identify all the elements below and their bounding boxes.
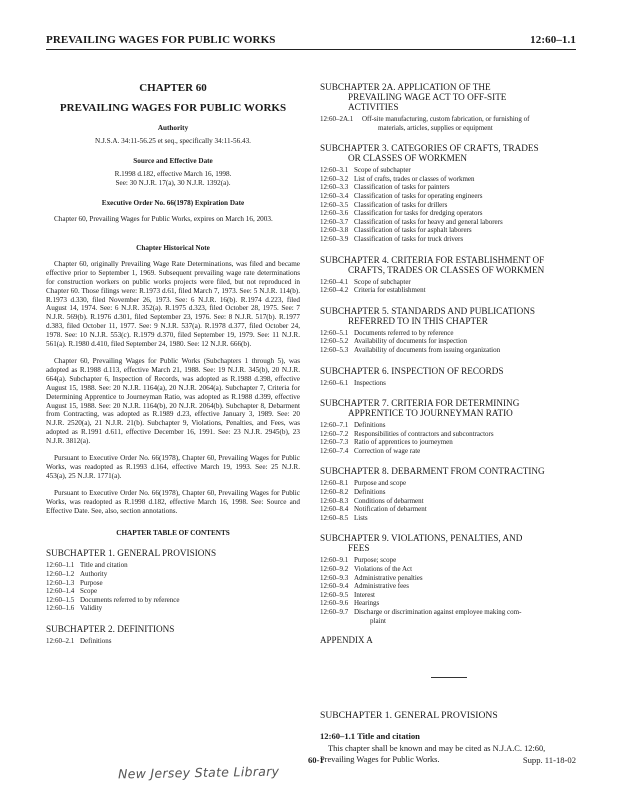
toc-code: 12:60–3.8 (320, 226, 349, 235)
toc-title: Classification of tasks for truck drivers (354, 234, 464, 243)
toc-title: Correction of wage rate (354, 446, 421, 455)
toc-entry[interactable] (320, 346, 578, 355)
toc-title: Responsibilities of contractors and subcontractors (354, 429, 494, 438)
toc-title: Ratio of apprentices to journeymen (354, 438, 453, 447)
toc-entry[interactable] (320, 421, 578, 430)
toc-title: Availability of documents for inspection (354, 337, 468, 346)
subchapter-8-heading: SUBCHAPTER 8. DEBARMENT FROM CONTRACTING (320, 466, 545, 477)
section-body-text: This chapter shall be known and may be cited as N.J.A.C. 12:60, Prevailing Wages for Public Works. (320, 744, 546, 764)
toc-title: Purpose; scope (354, 556, 397, 565)
historical-note-paragraph-2: Chapter 60, Prevailing Wages for Public Works (Subchapters 1 through 5), was adopted as R.1988 d.113, effective March 21, 1988. See: 19 N.J.R. 345(b), 20 N.J.R. 664(a). Subchapter 6, Inspection of Records, was adopted as R.1988 d.398, effective August 15, 1988. See: 20 N.J.R. 1164(a), 20 N.J.R. 2064(a). Subchapter 7, Criteria for Determining Apprentice to Journeyman Ratio, was adopted as R.1988 d.399, effective August 15, 1988. See: 20 N.J.R. 1164(b), 20 N.J.R. 2064(b). Subchapter 8, Debarment from Contracting, was adopted as R.1989 d.23, effective January 3, 1989. See: 20 N.J.R. 2520(a), 21 N.J.R. 21(b). Subchapter 9, Violations, Penalties, and Fees, was adopted as R.1991 d.611, effective December 16, 1991. See: 23 N.J.R. 2945(b), 23 N.J.R. 3812(a). (46, 356, 300, 446)
toc-entry[interactable] (46, 587, 300, 596)
toc-code: 12:60–3.1 (320, 166, 349, 175)
subchapter-9-heading (320, 533, 578, 553)
toc-code: 12:60–3.7 (320, 217, 349, 226)
toc-entry[interactable] (320, 591, 578, 600)
source-line-2: See: 30 N.J.R. 17(a), 30 N.J.R. 1392(a). (115, 179, 231, 187)
subchapter-2a-line-3: ACTIVITIES (348, 102, 399, 112)
toc-title: Scope of subchapter (354, 277, 411, 286)
toc-title: Classification for tasks for dredging operators (354, 209, 483, 218)
toc-title: Documents referred to by reference (354, 328, 454, 337)
toc-entry[interactable] (320, 608, 578, 625)
toc-entry[interactable] (320, 430, 578, 439)
toc-title: Classification of tasks for operating engineers (354, 191, 483, 200)
toc-entry[interactable] (320, 218, 578, 227)
toc-title: Administrative fees (354, 582, 410, 591)
subchapter-2-heading: SUBCHAPTER 2. DEFINITIONS (46, 624, 175, 635)
subchapter-5-line-2: REFERRED TO IN THIS CHAPTER (348, 315, 488, 326)
toc-code: 12:60–7.2 (320, 429, 349, 438)
toc-title: Authority (80, 570, 108, 579)
subchapter-7-line-1: SUBCHAPTER 7. CRITERIA FOR DETERMINING (320, 398, 520, 409)
toc-title: Purpose (80, 578, 103, 587)
toc-code: 12:60–7.3 (320, 438, 349, 447)
subchapter-1-list (46, 561, 300, 613)
toc-code: 12:60–6.1 (320, 378, 349, 387)
toc-title: Validity (80, 604, 103, 613)
toc-title: Notification of debarment (354, 505, 427, 514)
toc-title: Lists (354, 513, 368, 522)
toc-title-line: Off-site manufacturing, custom fabrication, or furnishing of (362, 115, 530, 123)
toc-title: Classification of tasks for drillers (354, 200, 448, 209)
subchapter-3-line-2: OR CLASSES OF WORKMEN (348, 153, 468, 164)
subchapter-3-heading (320, 143, 578, 163)
running-head-section: 12:60–1.1 (530, 34, 576, 46)
toc-code: 12:60–4.2 (320, 286, 349, 295)
executive-order-text: Chapter 60, Prevailing Wages for Public Works, expires on March 16, 2003. (54, 215, 273, 223)
toc-code: 12:60–3.6 (320, 209, 349, 218)
section-divider (431, 677, 467, 678)
authority-heading: Authority (157, 124, 189, 132)
toc-code: 12:60–9.7 (320, 608, 349, 616)
toc-title: Scope of subchapter (354, 166, 411, 175)
toc-entry[interactable] (320, 599, 578, 608)
toc-code: 12:60–5.3 (320, 345, 349, 354)
source-text (46, 170, 300, 188)
library-stamp: New Jersey State Library (117, 763, 280, 782)
subchapter-6-heading: SUBCHAPTER 6. INSPECTION OF RECORDS (320, 365, 504, 376)
toc-code: 12:60–3.3 (320, 183, 349, 192)
toc-title: List of crafts, trades or classes of workmen (354, 174, 475, 183)
subchapter-9-line-1: SUBCHAPTER 9. VIOLATIONS, PENALTIES, AND (320, 533, 523, 544)
toc-title: Definitions (354, 421, 386, 430)
toc-entry[interactable] (320, 479, 578, 488)
toc-entry[interactable] (320, 192, 578, 201)
toc-code: 12:60–5.1 (320, 328, 349, 337)
toc-title: Interest (354, 590, 375, 599)
toc-code: 12:60–9.1 (320, 556, 349, 565)
toc-code: 12:60–3.4 (320, 191, 349, 200)
toc-code: 12:60–1.5 (46, 595, 75, 604)
toc-title (362, 115, 578, 132)
toc-code: 12:60–3.2 (320, 174, 349, 183)
authority-text: N.J.S.A. 34:11-56.25 et seq., specifically 34:11-56.43. (95, 137, 251, 145)
subchapter-7-list (320, 421, 578, 455)
subchapter-2a-heading (320, 82, 578, 112)
toc-code: 12:60–1.1 (46, 561, 75, 570)
toc-code: 12:60–3.9 (320, 234, 349, 243)
toc-entry[interactable] (320, 514, 578, 523)
subchapter-2a-line-2: PREVAILING WAGE ACT TO OFF-SITE (348, 92, 507, 102)
subchapter-1-heading: SUBCHAPTER 1. GENERAL PROVISIONS (46, 548, 217, 559)
page-number: 60-1 (308, 755, 324, 765)
toc-entry[interactable] (320, 565, 578, 574)
toc-code: 12:60–1.4 (46, 587, 75, 596)
toc-entry[interactable] (320, 209, 578, 218)
toc-entry[interactable] (46, 596, 300, 605)
toc-title: Classification of tasks for painters (354, 183, 450, 192)
source-line-1: R.1998 d.182, effective March 16, 1998. (114, 170, 232, 178)
toc-entry[interactable] (46, 570, 300, 579)
toc-entry[interactable] (320, 505, 578, 514)
subchapter-6-list (320, 379, 578, 388)
toc-entry[interactable] (46, 604, 300, 613)
subchapter-4-line-2: CRAFTS, TRADES OR CLASSES OF WORKMEN (348, 264, 545, 275)
subchapter-2-list (46, 637, 300, 646)
toc-title: Criteria for establishment (354, 286, 426, 295)
toc-code: 12:60–8.2 (320, 488, 349, 497)
toc-title (354, 608, 578, 625)
subchapter-3-list (320, 166, 578, 243)
toc-title: Conditions of debarment (354, 496, 424, 505)
toc-title: Hearings (354, 599, 380, 608)
subchapter-7-heading (320, 398, 578, 418)
subchapter-8-list (320, 479, 578, 522)
toc-entry[interactable] (320, 574, 578, 583)
toc-code: 12:60–1.2 (46, 570, 75, 579)
toc-entry[interactable] (320, 556, 578, 565)
toc-entry[interactable] (46, 561, 300, 570)
toc-entry[interactable] (320, 115, 578, 132)
table-of-contents-heading: CHAPTER TABLE OF CONTENTS (116, 529, 230, 538)
toc-title: Inspections (354, 378, 386, 387)
page-footer (46, 755, 576, 785)
toc-entry[interactable] (320, 488, 578, 497)
subchapter-4-list (320, 278, 578, 295)
toc-code: 12:60–9.2 (320, 565, 349, 574)
toc-entry[interactable] (320, 278, 578, 287)
executive-order-heading: Executive Order No. 66(1978) Expiration Date (101, 199, 245, 207)
subchapter-5-list (320, 329, 578, 355)
toc-code: 12:60–2A.1 (320, 115, 354, 123)
subchapter-7-line-2: APPRENTICE TO JOURNEYMAN RATIO (348, 408, 513, 419)
toc-entry[interactable] (320, 175, 578, 184)
subchapter-2a-list (320, 115, 578, 132)
toc-code: 12:60–7.4 (320, 446, 349, 455)
toc-code: 12:60–9.6 (320, 599, 349, 608)
running-head-title: PREVAILING WAGES FOR PUBLIC WORKS (46, 34, 276, 46)
toc-code: 12:60–9.5 (320, 590, 349, 599)
toc-title: Purpose and scope (354, 479, 407, 488)
toc-code: 12:60–1.6 (46, 604, 75, 613)
toc-code: 12:60–2.1 (46, 637, 75, 646)
subchapter-5-heading (320, 306, 578, 326)
toc-title: Administrative penalties (354, 573, 423, 582)
toc-entry[interactable] (320, 379, 578, 388)
subchapter-4-line-1: SUBCHAPTER 4. CRITERIA FOR ESTABLISHMENT OF (320, 254, 545, 265)
subchapter-5-line-1: SUBCHAPTER 5. STANDARDS AND PUBLICATIONS (320, 305, 535, 316)
historical-note-paragraph-1: Chapter 60, originally Prevailing Wage Rate Determinations, was filed and became effective prior to September 1, 1969. Subsequent prevailing wage rate determinations for construction workers on public works projects were filed, but not reproduced in Chapter 60. Those filings were: R.1973 d.61, filed March 7, 1973. See: 5 N.J.R. 114(b). R.1973 d.330, filed November 26, 1973. See: 6 N.J.R. 16(b). R.1974 d.223, filed August 14, 1974. See: 6 N.J.R. 352(a). R.1975 d.323, filed October 28, 1975. See: 7 N.J.R. 569(b). R.1976 d.301, filed September 23, 1976. See: 8 N.J.R. 517(b). R.1977 d.383, filed October 11, 1977. See: 9 N.J.R. 537(a). R.1978 d.377, filed October 24, 1978. See: 10 N.J.R. 553(c). R.1979 d.370, filed September 19, 1979. See: 11 N.J.R. 561(a). R.1980 d.410, filed September 24, 1980. See: 12 N.J.R. 666(b). (46, 259, 300, 349)
toc-title-continuation: plaint (370, 616, 386, 625)
toc-title: Title and citation (80, 561, 128, 570)
running-head (46, 34, 576, 50)
supplement-date: Supp. 11-18-02 (522, 755, 576, 765)
toc-code: 12:60–7.1 (320, 421, 349, 430)
historical-note-heading: Chapter Historical Note (136, 243, 210, 252)
toc-title: Documents referred to by reference (80, 595, 180, 604)
subchapter-9-list (320, 556, 578, 625)
toc-code: 12:60–8.3 (320, 496, 349, 505)
toc-entry[interactable] (320, 201, 578, 210)
appendix-a-link[interactable]: APPENDIX A (320, 635, 373, 646)
subchapter-4-heading (320, 255, 578, 275)
section-heading: 12:60–1.1 Title and citation (320, 731, 420, 742)
source-heading: Source and Effective Date (133, 157, 213, 165)
toc-title: Classification of tasks for asphalt laborers (354, 226, 472, 235)
toc-entry[interactable] (320, 337, 578, 346)
subchapter-9-line-2: FEES (348, 543, 370, 554)
toc-entry[interactable] (320, 497, 578, 506)
toc-title: Availability of documents from issuing organization (354, 345, 501, 354)
toc-entry[interactable] (320, 329, 578, 338)
left-column (46, 82, 300, 646)
toc-code: 12:60–9.3 (320, 573, 349, 582)
toc-title: Definitions (80, 637, 112, 646)
subchapter-2a-line-1: SUBCHAPTER 2A. APPLICATION OF THE (320, 82, 491, 92)
toc-code: 12:60–8.5 (320, 513, 349, 522)
toc-entry[interactable] (320, 438, 578, 447)
toc-entry[interactable] (320, 226, 578, 235)
toc-entry[interactable] (320, 447, 578, 456)
toc-code: 12:60–1.3 (46, 578, 75, 587)
toc-code: 12:60–9.4 (320, 582, 349, 591)
toc-title: Scope (80, 587, 98, 596)
toc-entry[interactable] (320, 582, 578, 591)
toc-entry[interactable] (46, 579, 300, 588)
toc-entry[interactable] (320, 183, 578, 192)
historical-note-paragraph-3: Pursuant to Executive Order No. 66(1978), Chapter 60, Prevailing Wages for Public Works, was readopted as R.1993 d.164, effective March 19, 1993. See: 25 N.J.R. 453(a), 25 N.J.R. 1771(a). (46, 454, 300, 480)
toc-code: 12:60–8.4 (320, 505, 349, 514)
toc-code: 12:60–5.2 (320, 337, 349, 346)
toc-entry[interactable] (320, 286, 578, 295)
toc-title-continuation: materials, articles, supplies or equipment (378, 123, 493, 132)
chapter-number: CHAPTER 60 (139, 82, 207, 94)
toc-title-line: Discharge or discrimination against employee making com- (354, 608, 522, 616)
toc-entry[interactable] (46, 637, 300, 646)
historical-note-paragraph-4: Pursuant to Executive Order No. 66(1978), Chapter 60, Prevailing Wages for Public Works, was readopted as R.1998 d.182, effective March 16, 1998. See: Source and Effective Date. See, also, section annotations. (46, 488, 300, 515)
subchapter-3-line-1: SUBCHAPTER 3. CATEGORIES OF CRAFTS, TRADES (320, 143, 539, 154)
right-column (320, 82, 578, 765)
toc-code: 12:60–8.1 (320, 479, 349, 488)
toc-code: 12:60–3.5 (320, 200, 349, 209)
toc-entry[interactable] (320, 235, 578, 244)
toc-code: 12:60–4.1 (320, 277, 349, 286)
toc-title: Violations of the Act (354, 565, 413, 574)
chapter-title: PREVAILING WAGES FOR PUBLIC WORKS (59, 102, 287, 114)
toc-title: Definitions (354, 488, 386, 497)
body-subchapter-heading: SUBCHAPTER 1. GENERAL PROVISIONS (320, 710, 498, 722)
toc-entry[interactable] (320, 166, 578, 175)
toc-title: Classification of tasks for heavy and general laborers (354, 217, 503, 226)
